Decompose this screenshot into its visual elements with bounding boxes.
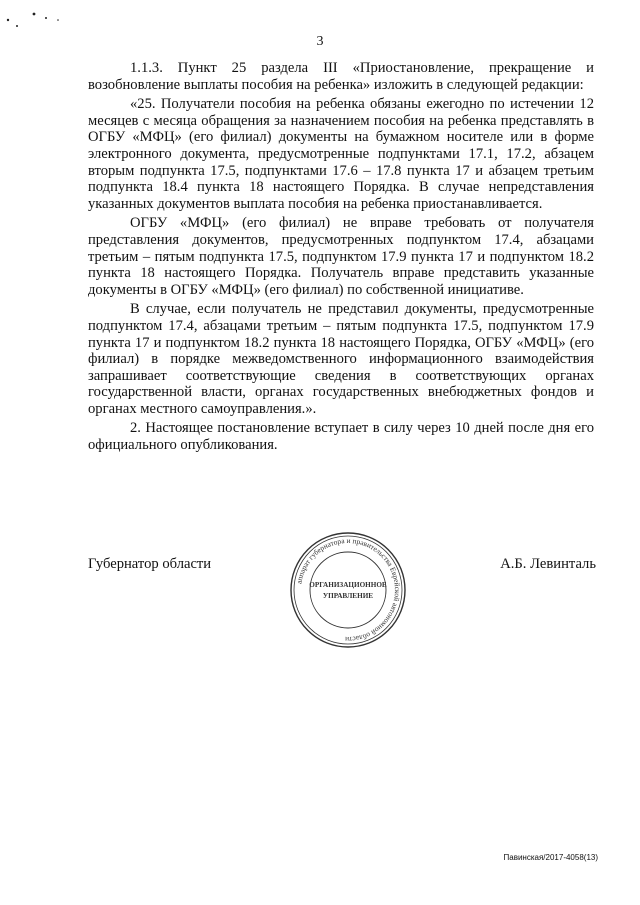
document-footer-code: Павинская/2017-4058(13)	[503, 853, 598, 862]
paragraph-ogbu-mfc: ОГБУ «МФЦ» (его филиал) не вправе требовать от получателя представления документов, предусмотренных подпунктом 17.4, абзацами третьим – пятым подпункта 17.5, подпунктом 17.9 пункта 17 и подпунктом 18.2 пункта 18 настоящего Порядка. Получатель вправе представить указанные документы в ОГБУ «МФЦ» (его филиал) по собственной инициативе.	[88, 215, 594, 298]
document-body	[88, 60, 594, 457]
paragraph-25: «25. Получатели пособия на ребенка обязаны ежегодно по истечении 12 месяцев с месяца обращения за назначением пособия на ребенка представлять в ОГБУ «МФЦ» (его филиал) документы на бумажном носителе или в форме электронного документа, предусмотренные подпунктами 17.1, 17.2, абзацем вторым подпункта 17.5, подпунктами 17.6 – 17.8 пункта 17 и абзацем третьим подпункта 18.4 пункта 18 настоящего Порядка. В случае непредставления указанных документов выплата пособия на ребенка приостанавливается.	[88, 96, 594, 212]
signatory-name: А.Б. Левинталь	[500, 556, 596, 572]
paragraph-1-1-3: 1.1.3. Пункт 25 раздела III «Приостановление, прекращение и возобновление выплаты пособия на ребенка» изложить в следующей редакции:	[88, 60, 594, 93]
organizational-stamp	[288, 530, 408, 650]
scan-specks	[4, 8, 64, 32]
page-number: 3	[316, 34, 324, 49]
stamp-center-line-2: УПРАВЛЕНИЕ	[322, 592, 374, 600]
signatory-title: Губернатор области	[88, 556, 212, 572]
stamp-center-line-1: ОРГАНИЗАЦИОННОЕ	[309, 581, 387, 589]
stamp-ring-text: аппарат губернатора и правительства Еврейской автономной области	[294, 535, 403, 645]
paragraph-effective-date: 2. Настоящее постановление вступает в силу через 10 дней после дня его официального опубликования.	[88, 420, 594, 454]
paragraph-if-not-submitted: В случае, если получатель не представил документы, предусмотренные подпунктом 17.4, абзацами третьим – пятым подпункта 17.5, подпунктом 17.9 пункта 17 и подпунктом 18.2 пункта 18 настоящего Порядка, ОГБУ «МФЦ» (его филиал) в порядке межведомственного информационного взаимодействия запрашивает соответствующие сведения в соответствующих органах государственной власти, органах государственных внебюджетных фондов и органах местного самоуправления.».	[88, 301, 594, 417]
